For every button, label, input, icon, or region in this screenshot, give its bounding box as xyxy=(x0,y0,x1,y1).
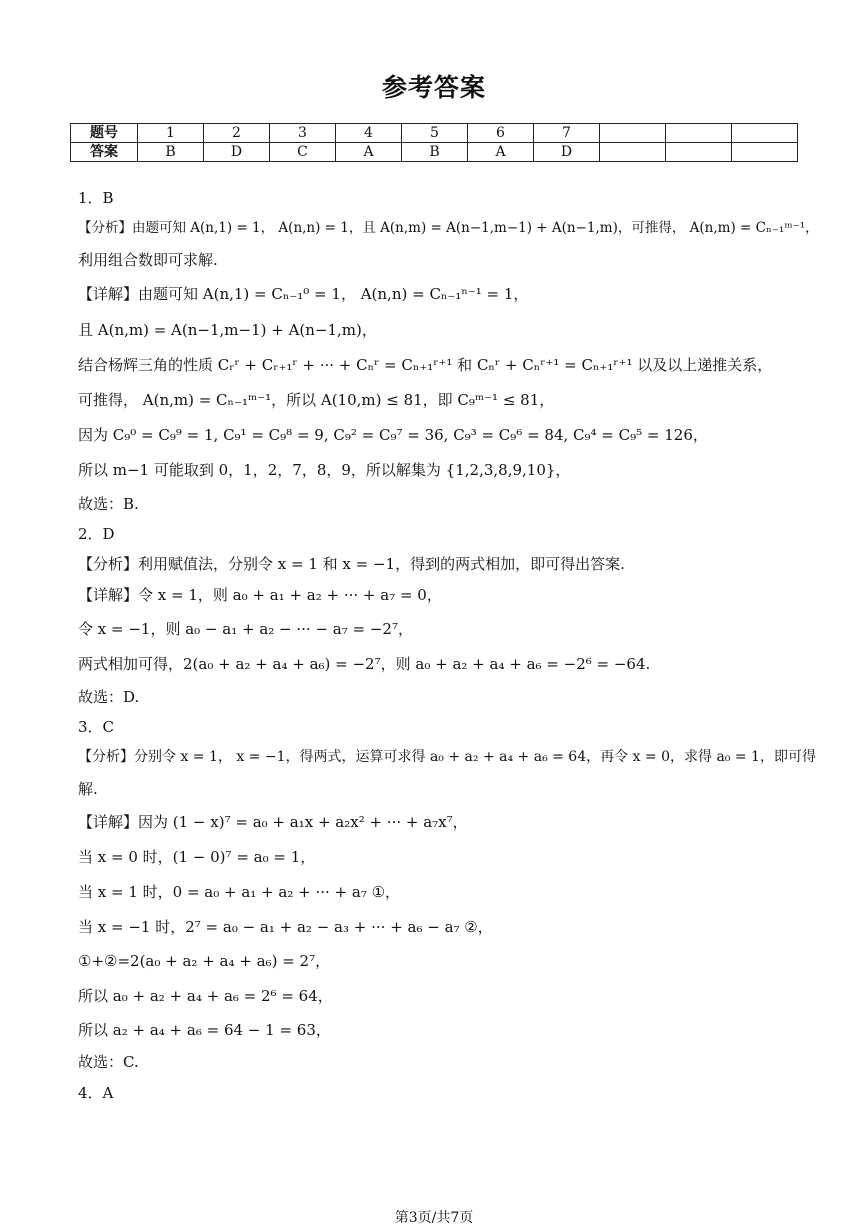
solution-line: 【分析】分别令 x = 1， x = −1，得两式，运算可求得 a₀ + a₂ + a₄ + a₆ = 64，再令 x = 0，求得 a₀ = 1，即可得 xyxy=(78,749,816,765)
solution-line: 1．B xyxy=(78,189,114,207)
solution-line: 当 x = 0 时，(1 − 0)⁷ = a₀ = 1， xyxy=(78,848,316,866)
answer-cell xyxy=(732,143,798,162)
answer-cell xyxy=(666,143,732,162)
solution-line: 令 x = −1，则 a₀ − a₁ + a₂ − ··· − a₇ = −2⁷， xyxy=(78,620,413,638)
solution-line: 解. xyxy=(78,780,98,798)
answer-table-number-row xyxy=(71,124,798,143)
question-number xyxy=(732,124,798,143)
solution-line: 故选：D. xyxy=(78,688,140,706)
solution-line: 所以 a₂ + a₄ + a₆ = 64 − 1 = 63， xyxy=(78,1021,331,1039)
solution-line: 且 A(n,m) = A(n−1,m−1) + A(n−1,m)， xyxy=(78,321,377,339)
answer-table xyxy=(70,123,798,162)
solution-line: 【详解】因为 (1 − x)⁷ = a₀ + a₁x + a₂x² + ··· + a₇x⁷， xyxy=(78,813,468,831)
solution-line: 当 x = −1 时，2⁷ = a₀ − a₁ + a₂ − a₃ + ··· + a₆ − a₇ ②， xyxy=(78,918,493,936)
number-row-header: 题号 xyxy=(71,124,138,143)
answer-cell: B xyxy=(402,143,468,162)
answer-row-header: 答案 xyxy=(71,143,138,162)
answer-cell xyxy=(600,143,666,162)
solution-line: 【分析】由题可知 A(n,1) = 1， A(n,n) = 1，且 A(n,m) = A(n−1,m−1) + A(n−1,m)，可推得， A(n,m) = Cₙ₋₁ᵐ⁻¹， xyxy=(78,220,819,236)
question-number: 1 xyxy=(138,124,204,143)
question-number: 7 xyxy=(534,124,600,143)
solution-line: 【详解】由题可知 A(n,1) = Cₙ₋₁⁰ = 1， A(n,n) = Cₙ₋₁ⁿ⁻¹ = 1， xyxy=(78,285,529,303)
question-number: 2 xyxy=(204,124,270,143)
solution-line: 两式相加可得，2(a₀ + a₂ + a₄ + a₆) = −2⁷，则 a₀ + a₂ + a₄ + a₆ = −2⁶ = −64. xyxy=(78,655,651,673)
solution-line: 结合杨辉三角的性质 Cᵣʳ + Cᵣ₊₁ʳ + ··· + Cₙʳ = Cₙ₊₁ʳ⁺¹ 和 Cₙʳ + Cₙʳ⁺¹ = Cₙ₊₁ʳ⁺¹ 以及以上递推关系， xyxy=(78,356,773,374)
page-footer: 第3页/共7页 xyxy=(394,1210,474,1226)
page-title: 参考答案 xyxy=(381,73,486,102)
solution-line: 因为 C₉⁰ = C₉⁹ = 1, C₉¹ = C₉⁸ = 9, C₉² = C₉⁷ = 36, C₉³ = C₉⁶ = 84, C₉⁴ = C₉⁵ = 126， xyxy=(78,426,708,444)
answer-table-answer-row xyxy=(71,143,798,162)
solution-line: 所以 a₀ + a₂ + a₄ + a₆ = 2⁶ = 64， xyxy=(78,987,333,1005)
question-number: 3 xyxy=(270,124,336,143)
solution-line: 4．A xyxy=(78,1084,114,1102)
question-number xyxy=(600,124,666,143)
solution-line: 可推得， A(n,m) = Cₙ₋₁ᵐ⁻¹，所以 A(10,m) ≤ 81，即 C₉ᵐ⁻¹ ≤ 81， xyxy=(78,391,555,409)
solution-line: ①+②=2(a₀ + a₂ + a₄ + a₆) = 2⁷， xyxy=(78,952,331,970)
answer-cell: C xyxy=(270,143,336,162)
solution-line: 3．C xyxy=(78,718,115,736)
solution-line: 当 x = 1 时，0 = a₀ + a₁ + a₂ + ··· + a₇ ①， xyxy=(78,883,401,901)
solution-line: 故选：C. xyxy=(78,1053,139,1071)
answer-cell: B xyxy=(138,143,204,162)
solution-line: 所以 m−1 可能取到 0，1，2，7，8，9，所以解集为 {1,2,3,8,9,10}， xyxy=(78,461,571,479)
solution-line: 【详解】令 x = 1，则 a₀ + a₁ + a₂ + ··· + a₇ = 0， xyxy=(78,586,442,604)
solution-line: 2．D xyxy=(78,525,115,543)
solution-line: 利用组合数即可求解. xyxy=(78,251,218,269)
question-number: 6 xyxy=(468,124,534,143)
answer-cell: D xyxy=(534,143,600,162)
solution-line: 【分析】利用赋值法，分别令 x = 1 和 x = −1，得到的两式相加，即可得出答案. xyxy=(78,555,625,573)
answer-cell: A xyxy=(468,143,534,162)
answer-cell: D xyxy=(204,143,270,162)
question-number: 4 xyxy=(336,124,402,143)
solution-line: 故选：B. xyxy=(78,495,139,513)
answer-cell: A xyxy=(336,143,402,162)
question-number: 5 xyxy=(402,124,468,143)
question-number xyxy=(666,124,732,143)
